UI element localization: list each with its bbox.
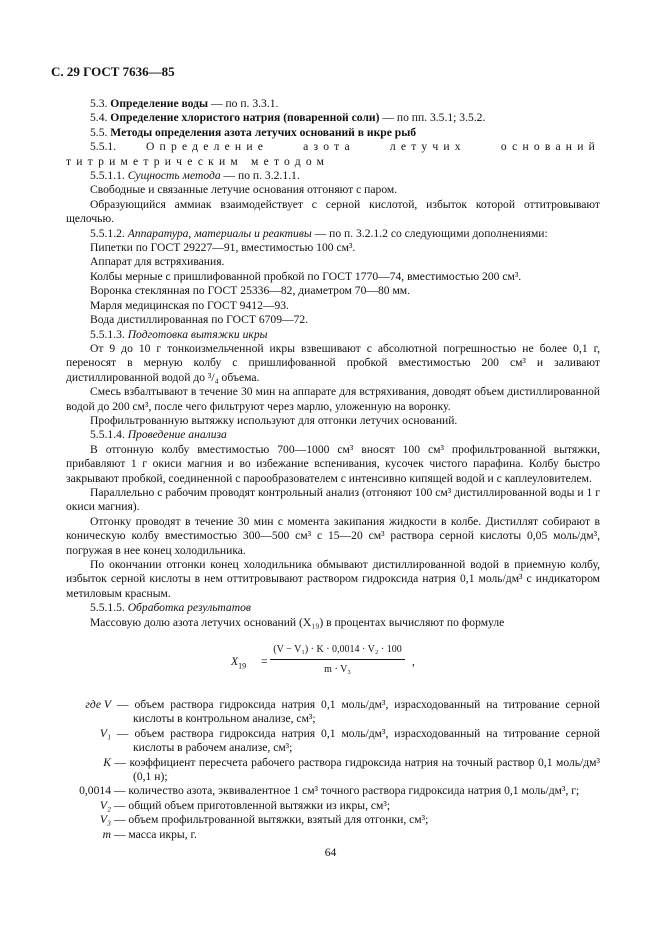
- definition-body: коэффициент пересчета рабочего раствора гидроксида натрия на точный раствор 0,1 моль/дм³ (0,1 н);: [129, 755, 600, 784]
- formula-lhs-symbol: X: [231, 655, 239, 669]
- text-run: От 9 до 10 г тонкоизмельченной икры взвешивают с абсолютной погрешностью не более 0,1 г, переносят в мерную колбу с пришлифованной пробкой вместимостью 200 см³ и заливают дистиллированной водой до ³/₄ объема.: [66, 341, 600, 384]
- paragraph: [66, 558, 600, 601]
- paragraph: [66, 601, 600, 615]
- bold-heading: Определение хлористого натрия (поваренной соли): [110, 111, 380, 125]
- paragraph: [66, 126, 600, 140]
- definition-body: объем раствора гидроксида натрия 0,1 моль/дм³, израсходованный на титрование серной кислоты в контрольном анализе, см³;: [133, 698, 600, 726]
- paragraph: [66, 299, 600, 313]
- text-run: Колбы мерные с пришлифованной пробкой по ГОСТ 1770—74, вместимостью 200 см³.: [90, 269, 522, 283]
- paragraph: [66, 140, 600, 169]
- definition-term: V₂: [99, 798, 111, 812]
- page-header: С. 29 ГОСТ 7636—85: [51, 64, 175, 79]
- text-run: Вода дистиллированная по ГОСТ 6709—72.: [90, 313, 309, 327]
- text-run: В отгонную колбу вместимостью 700—1000 см³ вносят 100 см³ профильтрованной вытяжки, прибавляют 1 г окиси магния и во избежание вспенивания, кусочек чистого парафина. Колбу быстро закрывают пробкой, соединенной с парообразователем с интенсивно кипящей водой и с каплеуловителем.: [66, 442, 600, 485]
- paragraph: [66, 183, 600, 197]
- text-run: Марля медицинская по ГОСТ 9412—93.: [90, 298, 289, 312]
- text-run: — по п. 3.2.1.2 со следующими дополнениями:: [311, 226, 548, 240]
- paragraph: [66, 241, 600, 255]
- text-run: — по п. 3.2.1.1.: [220, 169, 300, 183]
- paragraph: [66, 385, 600, 414]
- paragraph: [66, 169, 600, 183]
- paragraph: [66, 313, 600, 327]
- text-run: Профильтрованную вытяжку используют для отгонки летучих оснований.: [90, 413, 458, 427]
- bold-heading: Методы определения азота летучих оснований в икре рыб: [110, 125, 417, 139]
- definition-item: [66, 799, 600, 813]
- italic-heading: Обработка результатов: [127, 601, 251, 615]
- text-run: Массовую долю азота летучих оснований (X₁₉) в процентах вычисляют по формуле: [90, 615, 505, 629]
- paragraph: [66, 284, 600, 298]
- definition-body: общий объем приготовленной вытяжки из икры, см³;: [128, 798, 391, 812]
- text-run: Воронка стеклянная по ГОСТ 25336—82, диаметром 70—80 мм.: [90, 284, 411, 298]
- dash: —: [116, 698, 129, 712]
- text-run: Образующийся аммиак взаимодействует с серной кислотой, избыток которой оттитровывают щелочью.: [66, 197, 600, 226]
- paragraph: [66, 198, 600, 227]
- paragraph: [66, 97, 600, 111]
- definition-item: [66, 756, 600, 785]
- text-run: Пипетки по ГОСТ 29227—91, вместимостью 100 см³.: [90, 241, 356, 255]
- definition-item: [66, 813, 600, 827]
- definition-term: 0,0014: [79, 784, 111, 798]
- text-run: 5.3.: [90, 97, 111, 110]
- text-run: Параллельно с рабочим проводят контрольный анализ (отгоняют 100 см³ дистиллированной воды и 1 г окиси магния).: [66, 485, 600, 514]
- variable-definitions: [66, 698, 600, 842]
- text-run: 5.5.1.5.: [90, 601, 128, 615]
- paragraph: [66, 270, 600, 284]
- spaced-heading: Определение азота летучих оснований титриметрическим методом: [66, 140, 600, 168]
- text-run: — по п. 3.3.1.: [208, 97, 279, 110]
- paragraph: [66, 486, 600, 515]
- paragraph: [66, 255, 600, 269]
- definition-body: объем раствора гидроксида натрия 0,1 моль/дм³, израсходованный на титрование серной кислоты в рабочем анализе, см³;: [133, 726, 600, 755]
- definition-item: [66, 727, 600, 756]
- definition-body: количество азота, эквивалентное 1 см³ точного раствора гидроксида натрия 0,1 моль/дм³, г;: [128, 784, 580, 798]
- text-run: По окончании отгонки конец холодильника обмывают дистиллированной водой в приемную колбу, избыток серной кислоты в нем оттитровывают раствором гидроксида натрия 0,1 моль/дм³ с индикатором метиловым красным.: [66, 558, 600, 600]
- document-body: [66, 97, 600, 842]
- formula-numerator: (V − V₁) · K · 0,0014 · V₂ · 100: [270, 643, 405, 660]
- text-run: 5.4.: [90, 111, 111, 125]
- text-run: 5.5.1.3.: [90, 327, 128, 341]
- paragraph: [66, 515, 600, 558]
- dash: —: [113, 813, 126, 827]
- definition-term: V₁: [99, 726, 111, 740]
- formula-denominator: m · V₃: [324, 664, 351, 676]
- definition-item: [66, 828, 600, 842]
- paragraph: [66, 443, 600, 486]
- text-run: Отгонку проводят в течение 30 мин с момента закипания жидкости в колбе. Дистиллят собирают в коническую колбу вместимостью 300—500 см³ с 15—20 см³ раствора серной кислоты 0,05 моль/дм³, погружая в нее конец холодильника.: [66, 514, 600, 557]
- definition-term: m: [102, 827, 111, 841]
- definition-body: масса икры, г.: [128, 827, 197, 841]
- definition-text: [111, 727, 600, 756]
- definition-text: [111, 784, 600, 798]
- dash: —: [113, 827, 126, 841]
- dash: —: [113, 784, 126, 798]
- dash: —: [113, 798, 126, 812]
- definition-text: [111, 698, 600, 727]
- italic-heading: Сущность метода: [127, 169, 221, 183]
- paragraphs: [66, 97, 600, 630]
- text-run: — по пп. 3.5.1; 3.5.2.: [379, 111, 486, 125]
- text-run: 5.5.1.2.: [90, 226, 128, 240]
- formula-lhs-subscript: 19: [238, 661, 247, 671]
- definition-text: [111, 756, 600, 785]
- paragraph: [66, 111, 600, 125]
- definition-text: [111, 799, 600, 813]
- formula: [66, 642, 600, 690]
- definition-term: V₃: [99, 813, 111, 827]
- definition-term: где V: [85, 698, 111, 712]
- text-run: 5.5.1.: [90, 140, 146, 154]
- formula-equals: =: [261, 655, 268, 669]
- italic-heading: Подготовка вытяжки икры: [127, 327, 268, 341]
- dash: —: [114, 755, 127, 769]
- text-run: Свободные и связанные летучие основания отгоняют с паром.: [90, 183, 398, 197]
- paragraph: [66, 414, 600, 428]
- text-run: 5.5.1.4.: [90, 428, 128, 442]
- text-run: 5.5.: [90, 125, 111, 139]
- formula-comma: ,: [412, 655, 415, 669]
- paragraph: [66, 342, 600, 385]
- italic-heading: Аппаратура, материалы и реактивы: [127, 226, 312, 240]
- bold-heading: Определение воды: [110, 97, 209, 110]
- text-run: Смесь взбалтывают в течение 30 мин на аппарате для встряхивания, доводят объем дистиллированной водой до 200 см³, после чего фильтруют через марлю, уложенную на воронку.: [66, 385, 600, 413]
- page-number: 64: [324, 846, 337, 859]
- definition-term: K: [103, 755, 111, 769]
- paragraph: [66, 616, 600, 630]
- paragraph: [66, 328, 600, 342]
- definition-body: объем профильтрованной вытяжки, взятый для отгонки, см³;: [128, 813, 429, 827]
- text-run: 5.5.1.1.: [90, 169, 128, 183]
- italic-heading: Проведение анализа: [127, 428, 227, 442]
- paragraph: [66, 227, 600, 241]
- definition-text: [111, 828, 600, 842]
- text-run: Аппарат для встряхивания.: [90, 255, 225, 269]
- definition-item: [66, 784, 600, 798]
- dash: —: [116, 726, 129, 740]
- definition-item: [66, 698, 600, 727]
- definition-text: [111, 813, 600, 827]
- paragraph: [66, 428, 600, 442]
- formula-lhs: [231, 655, 246, 674]
